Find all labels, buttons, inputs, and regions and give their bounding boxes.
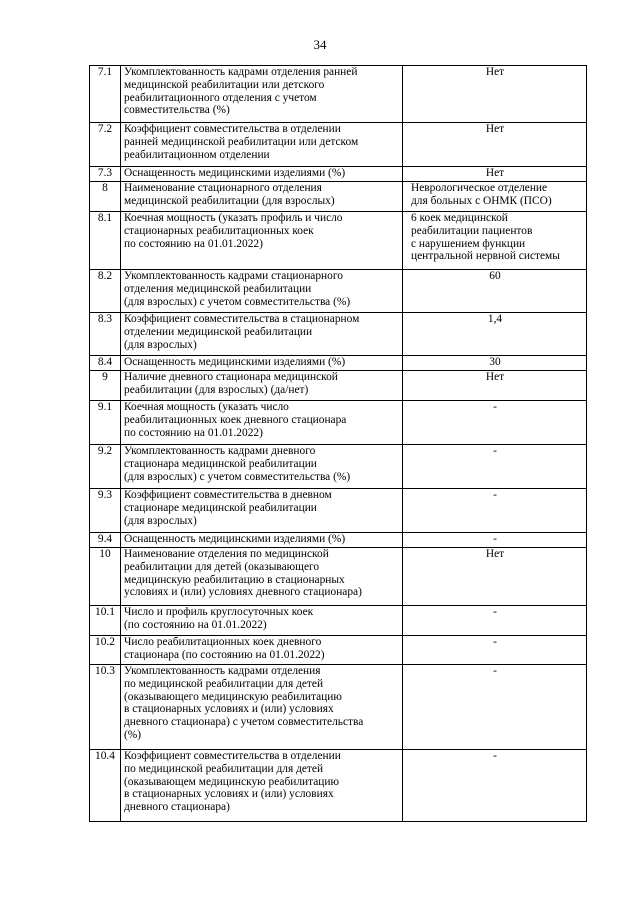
row-value: 1,4 <box>403 313 587 356</box>
row-label: Оснащенность медицинскими изделиями (%) <box>121 356 403 371</box>
row-label: Коэффициент совместительства в отделении ранней медицинской реабилитации или детском реабилитационном отделении <box>121 123 403 167</box>
row-label: Коэффициент совместительства в стационарном отделении медицинской реабилитации (для взрослых) <box>121 313 403 356</box>
row-value: Нет <box>403 548 587 606</box>
row-value: 30 <box>403 356 587 371</box>
row-number: 7.3 <box>90 167 121 182</box>
indicators-table <box>89 65 587 822</box>
row-label: Коечная мощность (указать число реабилитационных коек дневного стационара по состоянию на 01.01.2022) <box>121 401 403 445</box>
table-row <box>90 182 587 212</box>
table-row <box>90 123 587 167</box>
row-value: - <box>403 636 587 665</box>
row-value: Неврологическое отделение для больных с ОНМК (ПСО) <box>403 182 587 212</box>
row-label: Число и профиль круглосуточных коек (по состоянию на 01.01.2022) <box>121 606 403 636</box>
row-value: - <box>403 665 587 750</box>
row-label: Коэффициент совместительства в отделении по медицинской реабилитации для детей (оказывающем медицинскую реабилитацию в стационарных условиях и (или) условиях дневного стационара) <box>121 750 403 822</box>
table-row <box>90 401 587 445</box>
row-label: Наименование стационарного отделения медицинской реабилитации (для взрослых) <box>121 182 403 212</box>
row-label: Укомплектованность кадрами стационарного отделения медицинской реабилитации (для взрослых) с учетом совместительства (%) <box>121 270 403 313</box>
row-number: 8 <box>90 182 121 212</box>
table-row <box>90 212 587 270</box>
row-value: Нет <box>403 123 587 167</box>
table-row <box>90 270 587 313</box>
table-row <box>90 750 587 822</box>
table-row <box>90 66 587 123</box>
row-value: Нет <box>403 371 587 401</box>
row-label: Оснащенность медицинскими изделиями (%) <box>121 167 403 182</box>
row-number: 8.4 <box>90 356 121 371</box>
page-number: 34 <box>313 37 327 52</box>
row-label: Оснащенность медицинскими изделиями (%) <box>121 533 403 548</box>
row-number: 10.1 <box>90 606 121 636</box>
table-row <box>90 665 587 750</box>
row-number: 9.1 <box>90 401 121 445</box>
row-label: Укомплектованность кадрами отделения ранней медицинской реабилитации или детского реабилитационного отделения с учетом совместительства (%) <box>121 66 403 123</box>
row-number: 8.1 <box>90 212 121 270</box>
table-row <box>90 356 587 371</box>
table-row <box>90 533 587 548</box>
row-label: Коечная мощность (указать профиль и число стационарных реабилитационных коек по состоянию на 01.01.2022) <box>121 212 403 270</box>
row-value: - <box>403 533 587 548</box>
row-number: 8.2 <box>90 270 121 313</box>
row-label: Наличие дневного стационара медицинской реабилитации (для взрослых) (да/нет) <box>121 371 403 401</box>
row-number: 10.3 <box>90 665 121 750</box>
row-number: 9.2 <box>90 445 121 489</box>
row-label: Наименование отделения по медицинской реабилитации для детей (оказывающего медицинскую реабилитацию в стационарных условиях и (или) условиях дневного стационара) <box>121 548 403 606</box>
table-row <box>90 313 587 356</box>
row-value: Нет <box>403 66 587 123</box>
row-number: 7.1 <box>90 66 121 123</box>
row-number: 10.2 <box>90 636 121 665</box>
row-number: 10.4 <box>90 750 121 822</box>
table-row <box>90 606 587 636</box>
row-label: Коэффициент совместительства в дневном стационаре медицинской реабилитации (для взрослых) <box>121 489 403 533</box>
table-row <box>90 636 587 665</box>
row-number: 7.2 <box>90 123 121 167</box>
row-value: - <box>403 606 587 636</box>
row-label: Число реабилитационных коек дневного стационара (по состоянию на 01.01.2022) <box>121 636 403 665</box>
row-value: - <box>403 401 587 445</box>
table-row <box>90 445 587 489</box>
row-value: 60 <box>403 270 587 313</box>
row-number: 10 <box>90 548 121 606</box>
row-value: Нет <box>403 167 587 182</box>
row-label: Укомплектованность кадрами отделения по медицинской реабилитации для детей (оказывающего медицинскую реабилитацию в стационарных условиях и (или) условиях дневного стационара) с учетом совместительства (%) <box>121 665 403 750</box>
row-value: - <box>403 489 587 533</box>
row-label: Укомплектованность кадрами дневного стационара медицинской реабилитации (для взрослых) с учетом совместительства (%) <box>121 445 403 489</box>
row-value: - <box>403 750 587 822</box>
table-row <box>90 167 587 182</box>
table-row <box>90 371 587 401</box>
table-row <box>90 489 587 533</box>
row-number: 9 <box>90 371 121 401</box>
row-value: - <box>403 445 587 489</box>
table-row <box>90 548 587 606</box>
row-number: 9.3 <box>90 489 121 533</box>
row-number: 9.4 <box>90 533 121 548</box>
row-value: 6 коек медицинской реабилитации пациентов с нарушением функции центральной нервной системы <box>403 212 587 270</box>
row-number: 8.3 <box>90 313 121 356</box>
